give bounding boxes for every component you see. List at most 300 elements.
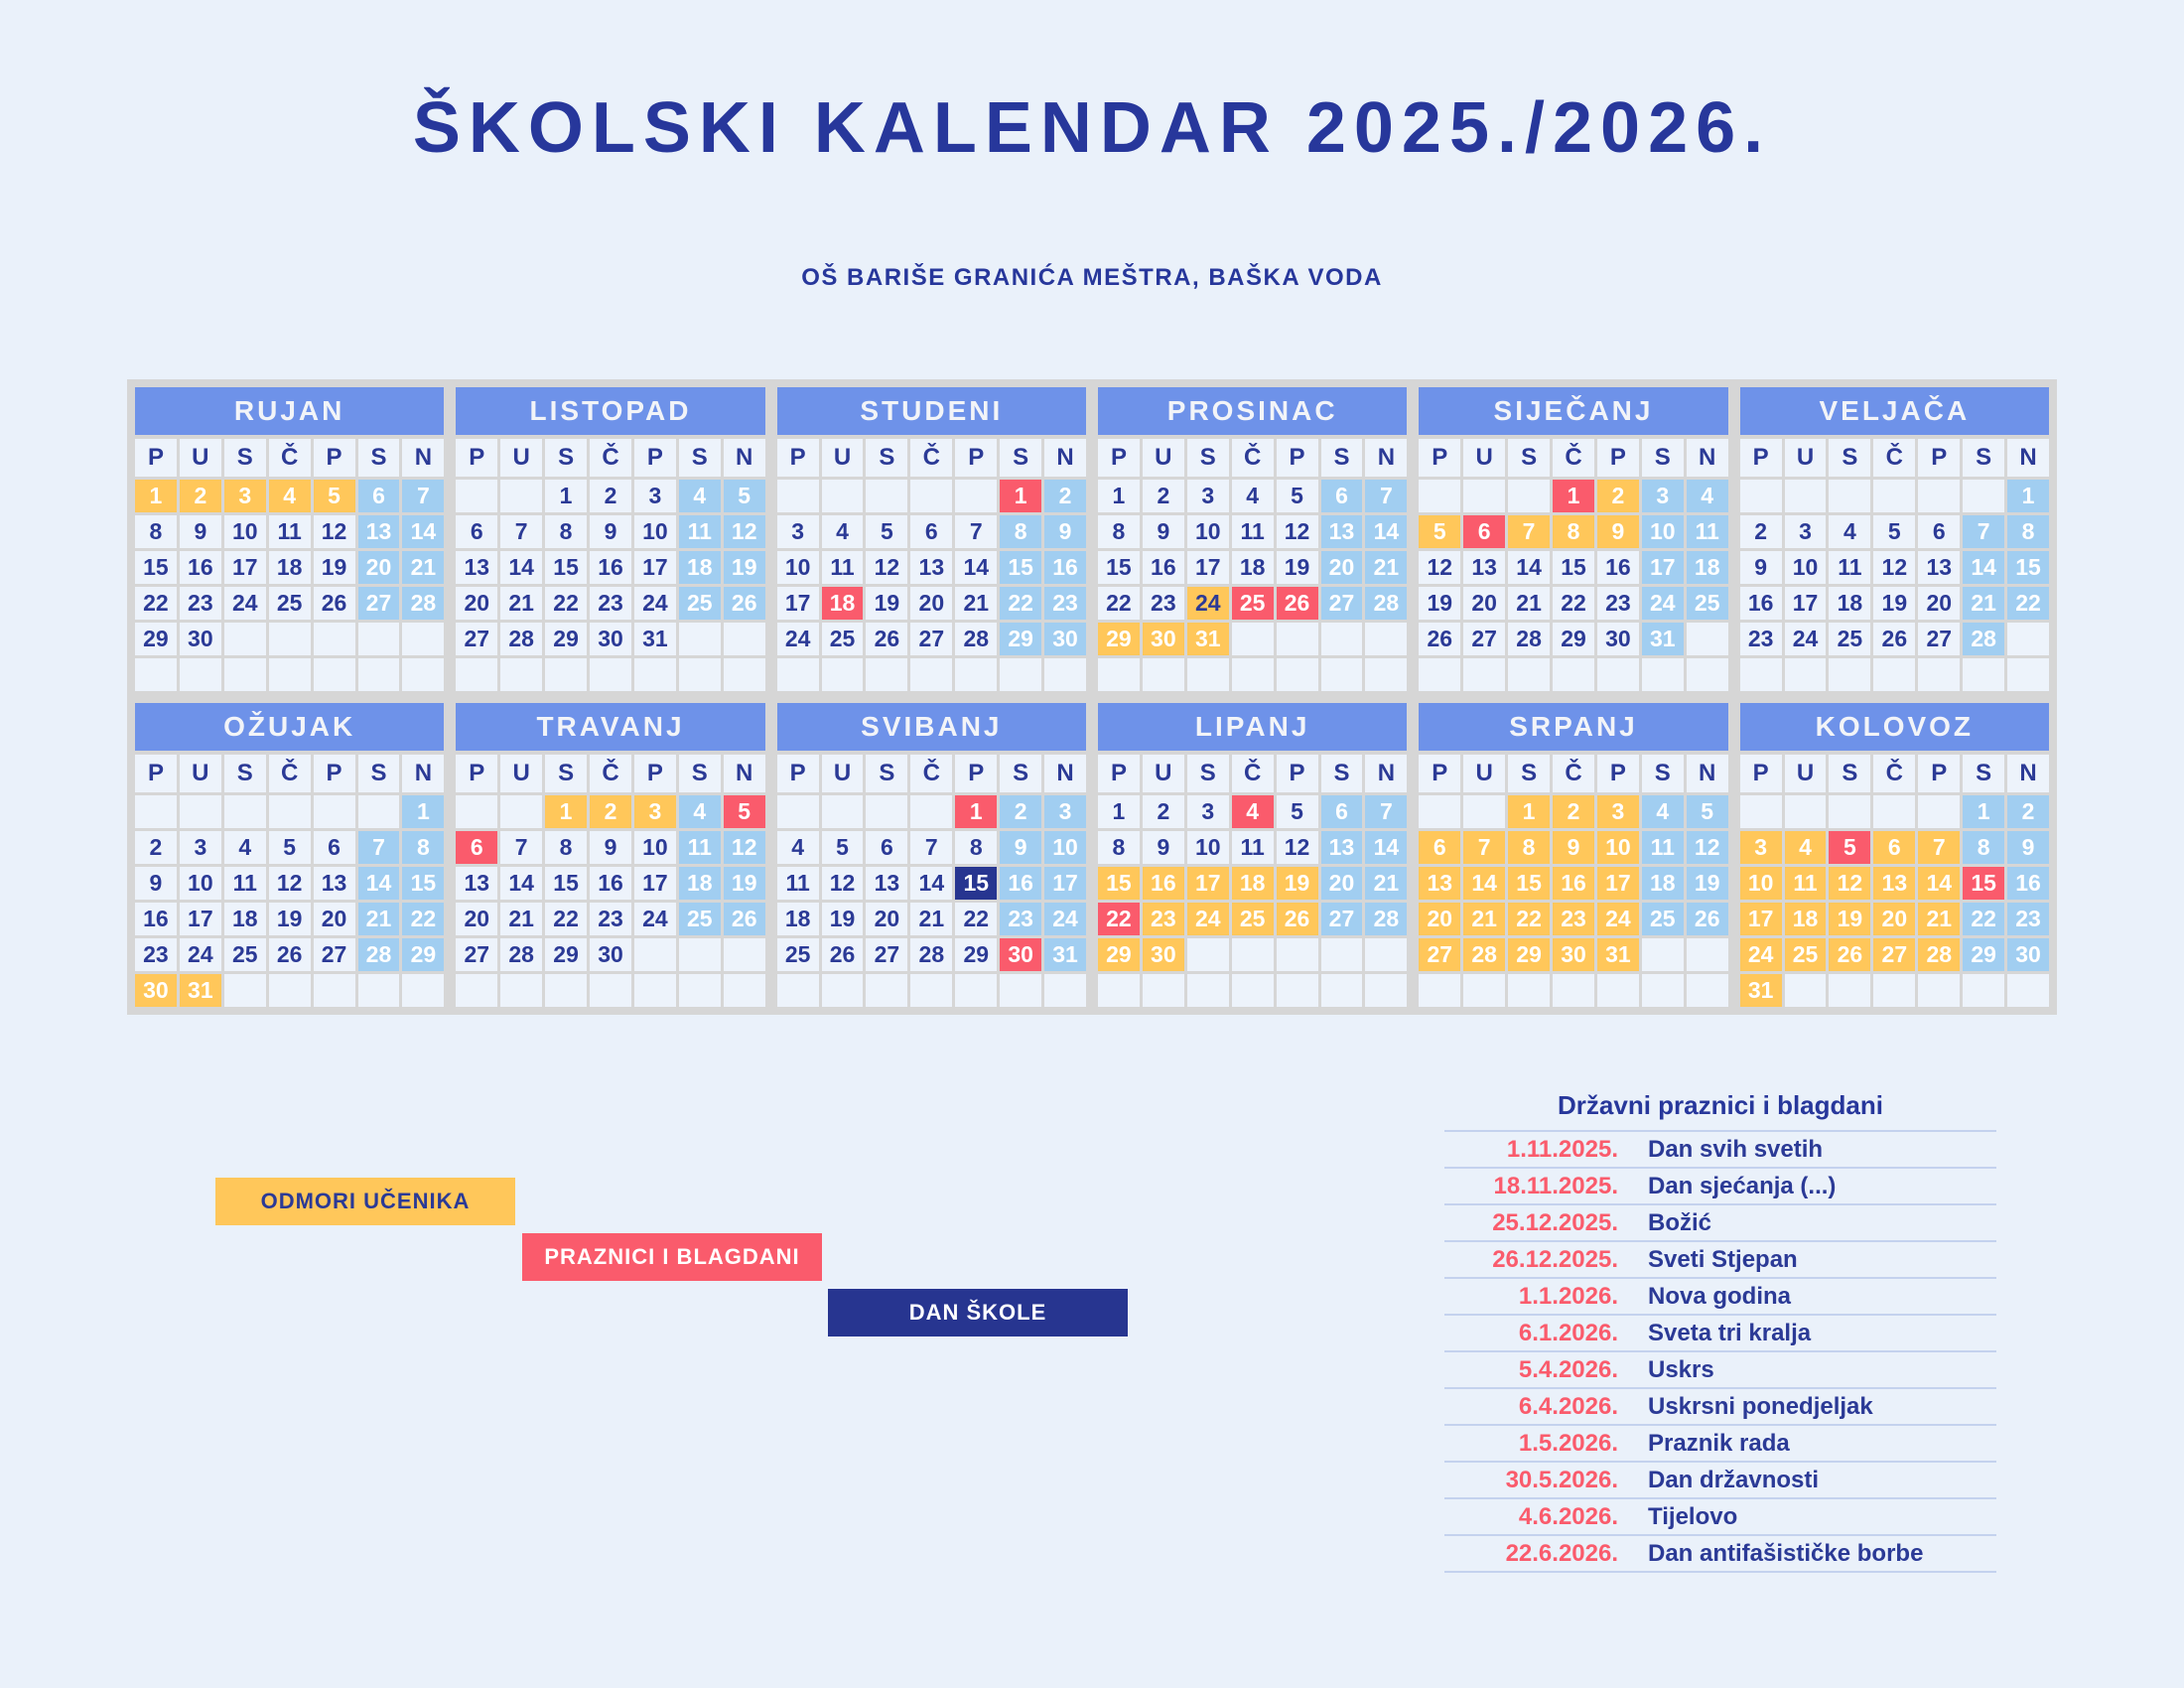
day-cell xyxy=(545,974,587,1007)
dow-label: P xyxy=(1277,755,1318,792)
day-cell: 30 xyxy=(180,623,221,655)
day-cell xyxy=(1785,795,1827,828)
day-cell: 15 xyxy=(955,867,997,900)
day-cell: 17 xyxy=(224,551,266,584)
day-cell: 30 xyxy=(1553,938,1594,971)
day-cell: 25 xyxy=(679,903,721,935)
dow-label: Č xyxy=(910,755,952,792)
day-cell: 15 xyxy=(1553,551,1594,584)
day-cell: 7 xyxy=(1918,831,1960,864)
month-day-grid xyxy=(1419,439,1727,691)
dow-label: P xyxy=(1918,755,1960,792)
day-cell: 6 xyxy=(358,480,400,512)
day-cell xyxy=(1873,795,1915,828)
holiday-row xyxy=(1444,1389,1996,1426)
day-cell: 19 xyxy=(269,903,311,935)
day-cell: 1 xyxy=(1553,480,1594,512)
day-cell: 7 xyxy=(1963,515,2004,548)
day-cell: 8 xyxy=(1508,831,1550,864)
day-cell: 12 xyxy=(314,515,355,548)
dow-label: S xyxy=(1508,439,1550,477)
day-cell: 11 xyxy=(822,551,864,584)
day-cell: 31 xyxy=(1642,623,1684,655)
day-cell: 3 xyxy=(1597,795,1639,828)
day-cell xyxy=(1044,658,1086,691)
day-cell xyxy=(1553,974,1594,1007)
holiday-date: 18.11.2025. xyxy=(1493,1172,1618,1199)
day-cell: 25 xyxy=(269,587,311,620)
day-cell: 2 xyxy=(1597,480,1639,512)
day-cell: 23 xyxy=(590,903,631,935)
day-cell: 3 xyxy=(634,795,676,828)
day-cell xyxy=(1000,658,1041,691)
day-cell: 6 xyxy=(910,515,952,548)
day-cell: 15 xyxy=(402,867,444,900)
day-cell: 7 xyxy=(1365,480,1407,512)
day-cell: 8 xyxy=(1553,515,1594,548)
day-cell: 29 xyxy=(1963,938,2004,971)
dow-label: S xyxy=(1508,755,1550,792)
holiday-name: Dan svih svetih xyxy=(1648,1135,1824,1163)
day-cell xyxy=(634,974,676,1007)
holiday-date: 1.5.2026. xyxy=(1518,1429,1618,1457)
holiday-row xyxy=(1444,1169,1996,1205)
day-cell: 10 xyxy=(1597,831,1639,864)
day-cell xyxy=(1277,974,1318,1007)
dow-label: S xyxy=(358,755,400,792)
day-cell: 20 xyxy=(358,551,400,584)
dow-label: U xyxy=(1143,439,1184,477)
dow-label: N xyxy=(1044,439,1086,477)
day-cell: 2 xyxy=(1740,515,1782,548)
day-cell xyxy=(590,658,631,691)
day-cell: 29 xyxy=(1508,938,1550,971)
day-cell: 4 xyxy=(1232,480,1274,512)
day-cell: 18 xyxy=(1232,867,1274,900)
day-cell: 6 xyxy=(1419,831,1460,864)
day-cell: 7 xyxy=(402,480,444,512)
month-title: KOLOVOZ xyxy=(1740,703,2049,751)
day-cell: 16 xyxy=(1143,867,1184,900)
dow-label: N xyxy=(1365,755,1407,792)
day-cell: 3 xyxy=(1642,480,1684,512)
dow-label: U xyxy=(1143,755,1184,792)
day-cell: 24 xyxy=(1642,587,1684,620)
day-cell: 5 xyxy=(724,795,765,828)
day-cell: 24 xyxy=(1597,903,1639,935)
day-cell: 21 xyxy=(910,903,952,935)
day-cell: 6 xyxy=(1873,831,1915,864)
day-cell xyxy=(866,480,907,512)
day-cell: 13 xyxy=(1321,515,1363,548)
day-cell: 22 xyxy=(1963,903,2004,935)
dow-label: S xyxy=(545,439,587,477)
holiday-row xyxy=(1444,1316,1996,1352)
month-day-grid xyxy=(135,755,444,1007)
day-cell xyxy=(1463,658,1505,691)
day-cell: 19 xyxy=(724,867,765,900)
day-cell: 11 xyxy=(1642,831,1684,864)
day-cell xyxy=(500,658,542,691)
day-cell: 28 xyxy=(500,938,542,971)
day-cell xyxy=(1277,658,1318,691)
dow-label: S xyxy=(1321,755,1363,792)
day-cell xyxy=(1553,658,1594,691)
holiday-row xyxy=(1444,1426,1996,1463)
day-cell: 11 xyxy=(679,831,721,864)
day-cell: 9 xyxy=(590,515,631,548)
day-cell: 8 xyxy=(1000,515,1041,548)
month-veljača xyxy=(1740,387,2049,691)
day-cell: 13 xyxy=(1873,867,1915,900)
day-cell: 17 xyxy=(180,903,221,935)
day-cell: 12 xyxy=(1277,831,1318,864)
day-cell: 27 xyxy=(1321,903,1363,935)
day-cell: 12 xyxy=(866,551,907,584)
day-cell xyxy=(269,623,311,655)
day-cell xyxy=(1740,795,1782,828)
day-cell xyxy=(314,658,355,691)
day-cell: 21 xyxy=(402,551,444,584)
day-cell xyxy=(180,795,221,828)
day-cell: 9 xyxy=(135,867,177,900)
day-cell: 2 xyxy=(590,795,631,828)
holiday-row xyxy=(1444,1463,1996,1499)
month-day-grid xyxy=(1740,755,2049,1007)
day-cell: 12 xyxy=(1419,551,1460,584)
day-cell: 7 xyxy=(500,831,542,864)
day-cell: 24 xyxy=(1740,938,1782,971)
day-cell xyxy=(1419,658,1460,691)
day-cell: 10 xyxy=(1740,867,1782,900)
month-listopad xyxy=(456,387,764,691)
day-cell: 2 xyxy=(1044,480,1086,512)
day-cell: 25 xyxy=(1232,587,1274,620)
legend-praznici-i-blagdani: PRAZNICI I BLAGDANI xyxy=(522,1233,822,1281)
day-cell: 7 xyxy=(955,515,997,548)
dow-label: P xyxy=(1277,439,1318,477)
dow-label: N xyxy=(724,755,765,792)
day-cell: 13 xyxy=(1321,831,1363,864)
day-cell: 4 xyxy=(777,831,819,864)
day-cell: 2 xyxy=(590,480,631,512)
day-cell xyxy=(269,974,311,1007)
day-cell xyxy=(955,480,997,512)
holiday-row xyxy=(1444,1536,1996,1573)
day-cell: 24 xyxy=(634,587,676,620)
day-cell: 25 xyxy=(822,623,864,655)
day-cell: 14 xyxy=(1365,515,1407,548)
day-cell xyxy=(1463,795,1505,828)
day-cell xyxy=(1277,623,1318,655)
day-cell: 20 xyxy=(1321,867,1363,900)
day-cell: 22 xyxy=(1098,903,1140,935)
day-cell: 5 xyxy=(1829,831,1870,864)
day-cell: 19 xyxy=(866,587,907,620)
page-title: ŠKOLSKI KALENDAR 2025./2026. xyxy=(412,88,1772,168)
day-cell: 6 xyxy=(456,831,497,864)
day-cell xyxy=(866,974,907,1007)
holiday-date: 30.5.2026. xyxy=(1505,1466,1618,1493)
day-cell: 4 xyxy=(1232,795,1274,828)
day-cell: 29 xyxy=(1000,623,1041,655)
dow-label: N xyxy=(2007,755,2049,792)
day-cell xyxy=(224,623,266,655)
day-cell: 20 xyxy=(910,587,952,620)
day-cell xyxy=(724,974,765,1007)
day-cell: 9 xyxy=(1143,515,1184,548)
day-cell: 1 xyxy=(955,795,997,828)
day-cell: 15 xyxy=(1098,551,1140,584)
day-cell: 18 xyxy=(1785,903,1827,935)
dow-label: Č xyxy=(269,439,311,477)
dow-label: Č xyxy=(1553,439,1594,477)
day-cell xyxy=(910,658,952,691)
day-cell: 17 xyxy=(1740,903,1782,935)
day-cell xyxy=(1321,974,1363,1007)
day-cell: 24 xyxy=(1785,623,1827,655)
day-cell: 24 xyxy=(180,938,221,971)
day-cell: 19 xyxy=(1277,867,1318,900)
months-grid xyxy=(135,387,2049,1007)
day-cell: 20 xyxy=(1918,587,1960,620)
day-cell: 20 xyxy=(456,903,497,935)
day-cell: 10 xyxy=(777,551,819,584)
day-cell: 13 xyxy=(1918,551,1960,584)
day-cell: 26 xyxy=(1277,587,1318,620)
day-cell: 23 xyxy=(1597,587,1639,620)
day-cell: 3 xyxy=(180,831,221,864)
day-cell xyxy=(1321,658,1363,691)
day-cell: 17 xyxy=(634,867,676,900)
day-cell: 31 xyxy=(634,623,676,655)
day-cell: 14 xyxy=(402,515,444,548)
month-day-grid xyxy=(1098,439,1407,691)
day-cell: 23 xyxy=(1143,903,1184,935)
day-cell xyxy=(1873,974,1915,1007)
day-cell xyxy=(910,480,952,512)
dow-label: P xyxy=(955,755,997,792)
day-cell xyxy=(866,795,907,828)
day-cell xyxy=(456,480,497,512)
day-cell: 17 xyxy=(1597,867,1639,900)
day-cell: 27 xyxy=(456,623,497,655)
day-cell: 22 xyxy=(1508,903,1550,935)
day-cell xyxy=(1463,974,1505,1007)
day-cell: 26 xyxy=(866,623,907,655)
month-kolovoz xyxy=(1740,703,2049,1007)
day-cell: 5 xyxy=(822,831,864,864)
day-cell: 7 xyxy=(1365,795,1407,828)
day-cell: 29 xyxy=(1553,623,1594,655)
day-cell: 9 xyxy=(1044,515,1086,548)
day-cell xyxy=(1365,658,1407,691)
day-cell: 3 xyxy=(1785,515,1827,548)
day-cell xyxy=(545,658,587,691)
dow-label: P xyxy=(1918,439,1960,477)
day-cell: 24 xyxy=(1044,903,1086,935)
day-cell: 5 xyxy=(866,515,907,548)
day-cell xyxy=(456,974,497,1007)
day-cell: 16 xyxy=(135,903,177,935)
dow-label: P xyxy=(955,439,997,477)
holiday-name: Nova godina xyxy=(1648,1282,1792,1310)
day-cell xyxy=(1365,974,1407,1007)
day-cell xyxy=(724,658,765,691)
month-day-grid xyxy=(1419,755,1727,1007)
day-cell xyxy=(1000,974,1041,1007)
day-cell xyxy=(777,480,819,512)
dow-label: U xyxy=(1463,439,1505,477)
dow-label: P xyxy=(1597,755,1639,792)
holiday-date: 6.1.2026. xyxy=(1518,1319,1618,1346)
day-cell: 24 xyxy=(224,587,266,620)
day-cell: 21 xyxy=(500,903,542,935)
day-cell: 2 xyxy=(1143,795,1184,828)
day-cell xyxy=(1463,480,1505,512)
dow-label: P xyxy=(1419,439,1460,477)
day-cell xyxy=(1044,974,1086,1007)
day-cell: 4 xyxy=(269,480,311,512)
day-cell xyxy=(1963,480,2004,512)
day-cell: 10 xyxy=(634,831,676,864)
day-cell: 16 xyxy=(590,551,631,584)
month-title: OŽUJAK xyxy=(135,703,444,751)
day-cell: 30 xyxy=(590,938,631,971)
day-cell: 24 xyxy=(1187,587,1229,620)
day-cell: 17 xyxy=(1187,867,1229,900)
day-cell: 21 xyxy=(1918,903,1960,935)
holiday-name: Sveti Stjepan xyxy=(1648,1245,1798,1273)
day-cell xyxy=(1687,938,1728,971)
day-cell: 9 xyxy=(1740,551,1782,584)
day-cell: 12 xyxy=(1687,831,1728,864)
day-cell: 19 xyxy=(314,551,355,584)
dow-label: Č xyxy=(1553,755,1594,792)
dow-label: U xyxy=(1785,439,1827,477)
day-cell xyxy=(2007,658,2049,691)
day-cell xyxy=(1597,974,1639,1007)
day-cell: 5 xyxy=(1277,480,1318,512)
day-cell: 12 xyxy=(1277,515,1318,548)
holiday-row xyxy=(1444,1132,1996,1169)
day-cell: 15 xyxy=(1098,867,1140,900)
holiday-name: Božić xyxy=(1648,1208,1712,1236)
dow-label: N xyxy=(1687,439,1728,477)
dow-label: S xyxy=(1829,439,1870,477)
day-cell xyxy=(724,938,765,971)
day-cell: 17 xyxy=(777,587,819,620)
holidays-header: Državni praznici i blagdani xyxy=(1444,1090,1996,1132)
day-cell: 30 xyxy=(1044,623,1086,655)
day-cell: 25 xyxy=(679,587,721,620)
day-cell: 7 xyxy=(500,515,542,548)
day-cell xyxy=(724,623,765,655)
dow-label: N xyxy=(1365,439,1407,477)
holiday-name: Tijelovo xyxy=(1648,1502,1738,1530)
holiday-row xyxy=(1444,1242,1996,1279)
day-cell: 23 xyxy=(1553,903,1594,935)
day-cell xyxy=(269,795,311,828)
day-cell xyxy=(910,974,952,1007)
day-cell xyxy=(2007,623,2049,655)
day-cell: 11 xyxy=(1687,515,1728,548)
day-cell: 10 xyxy=(1044,831,1086,864)
day-cell: 26 xyxy=(1687,903,1728,935)
day-cell: 1 xyxy=(135,480,177,512)
dow-label: U xyxy=(180,755,221,792)
day-cell xyxy=(1098,658,1140,691)
day-cell xyxy=(679,623,721,655)
day-cell: 12 xyxy=(1829,867,1870,900)
day-cell: 1 xyxy=(1098,795,1140,828)
day-cell: 9 xyxy=(1553,831,1594,864)
day-cell: 28 xyxy=(402,587,444,620)
day-cell xyxy=(500,795,542,828)
month-day-grid xyxy=(135,439,444,691)
holiday-row xyxy=(1444,1205,1996,1242)
day-cell: 23 xyxy=(1044,587,1086,620)
day-cell: 28 xyxy=(1508,623,1550,655)
day-cell: 28 xyxy=(1918,938,1960,971)
day-cell: 17 xyxy=(1187,551,1229,584)
dow-label: Č xyxy=(1873,439,1915,477)
day-cell: 26 xyxy=(314,587,355,620)
day-cell xyxy=(180,658,221,691)
day-cell: 9 xyxy=(1000,831,1041,864)
day-cell: 2 xyxy=(1553,795,1594,828)
day-cell: 13 xyxy=(866,867,907,900)
day-cell: 10 xyxy=(634,515,676,548)
holiday-date: 4.6.2026. xyxy=(1518,1502,1618,1530)
day-cell: 5 xyxy=(1687,795,1728,828)
day-cell: 25 xyxy=(777,938,819,971)
day-cell: 6 xyxy=(314,831,355,864)
day-cell: 14 xyxy=(1365,831,1407,864)
day-cell: 24 xyxy=(1187,903,1229,935)
day-cell xyxy=(1419,974,1460,1007)
day-cell: 3 xyxy=(1187,480,1229,512)
day-cell: 22 xyxy=(1000,587,1041,620)
day-cell xyxy=(1232,974,1274,1007)
holiday-name: Dan državnosti xyxy=(1648,1466,1820,1493)
dow-label: P xyxy=(314,755,355,792)
dow-label: S xyxy=(679,755,721,792)
month-day-grid xyxy=(777,439,1086,691)
dow-label: P xyxy=(634,755,676,792)
day-cell: 28 xyxy=(358,938,400,971)
day-cell: 12 xyxy=(822,867,864,900)
day-cell: 17 xyxy=(1642,551,1684,584)
month-title: VELJAČA xyxy=(1740,387,2049,435)
day-cell: 8 xyxy=(545,831,587,864)
day-cell: 19 xyxy=(1277,551,1318,584)
day-cell: 21 xyxy=(358,903,400,935)
day-cell xyxy=(1187,658,1229,691)
day-cell xyxy=(955,974,997,1007)
day-cell xyxy=(1918,974,1960,1007)
day-cell xyxy=(500,480,542,512)
day-cell xyxy=(135,795,177,828)
day-cell: 31 xyxy=(180,974,221,1007)
day-cell: 7 xyxy=(1463,831,1505,864)
day-cell: 13 xyxy=(910,551,952,584)
dow-label: S xyxy=(224,439,266,477)
day-cell xyxy=(1785,480,1827,512)
day-cell: 5 xyxy=(1419,515,1460,548)
day-cell xyxy=(358,658,400,691)
dow-label: S xyxy=(1000,439,1041,477)
